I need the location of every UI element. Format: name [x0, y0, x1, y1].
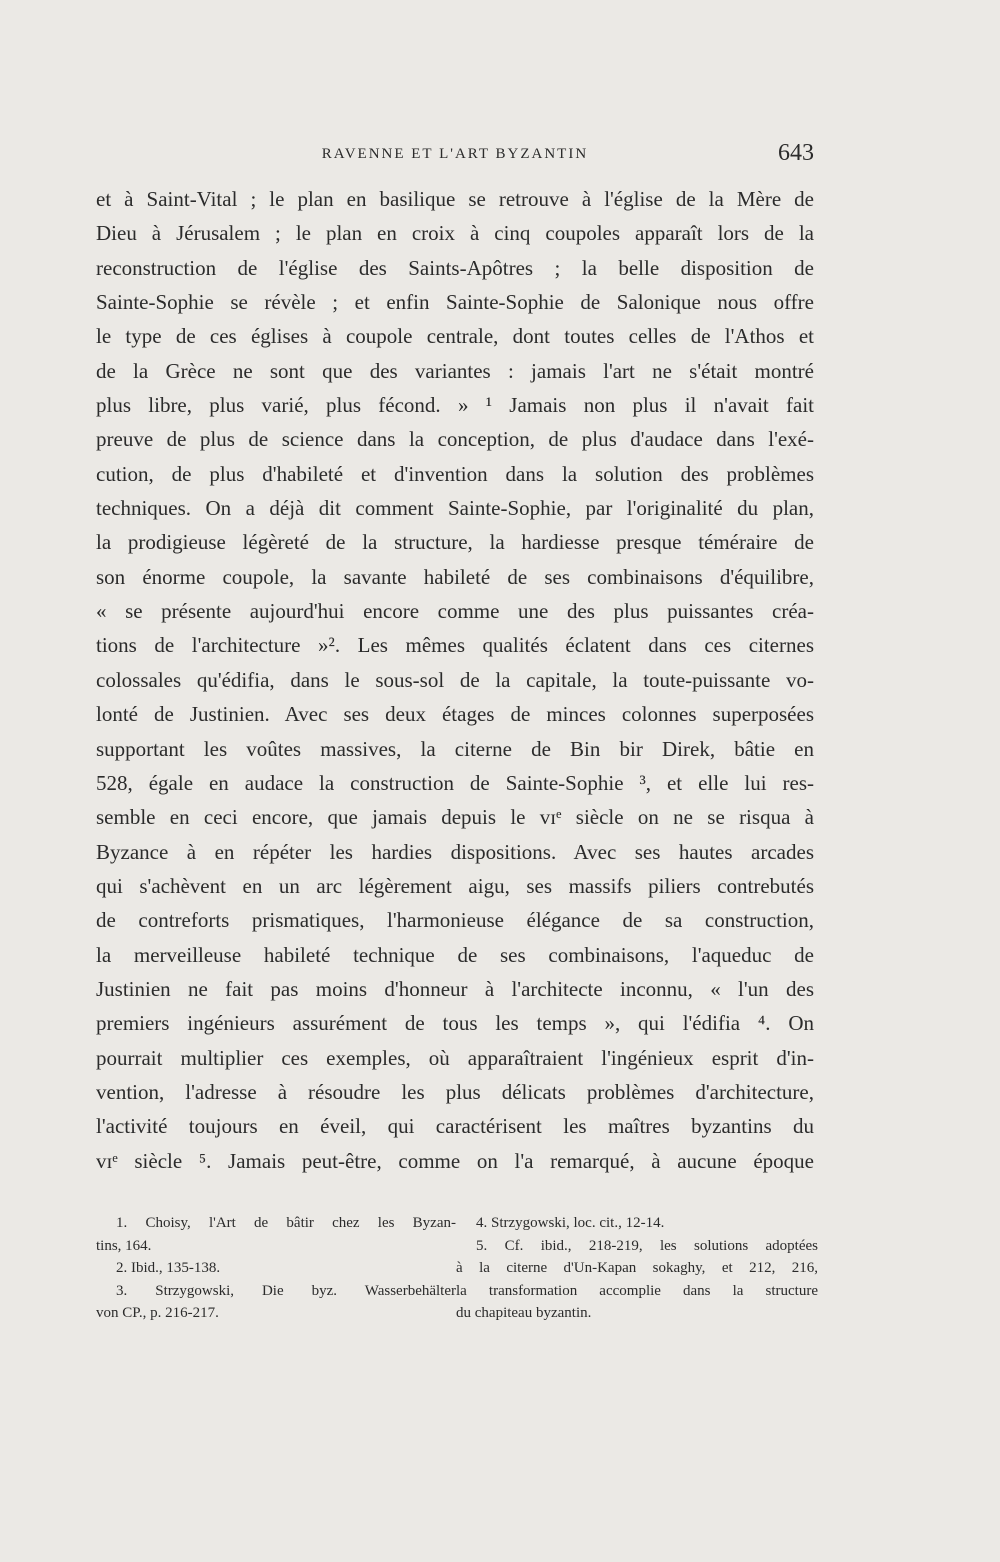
footnote-line: à la citerne d'Un-Kapan sokaghy, et 212, 216, [456, 1260, 818, 1276]
text-line: la merveilleuse habileté technique de ses combinaisons, l'aqueduc de [96, 942, 814, 967]
text-line: tions de l'architecture »². Les mêmes qualités éclatent dans ces citernes [96, 633, 814, 658]
text-line: plus libre, plus varié, plus fécond. » ¹ Jamais non plus il n'avait fait [96, 393, 814, 418]
text-line: Justinien ne fait pas moins d'honneur à l'architecte inconnu, « l'un des [96, 976, 814, 1001]
text-line: pourrait multiplier ces exemples, où apparaîtraient l'ingénieux esprit d'in- [96, 1045, 814, 1070]
footnote-line: von CP., p. 216-217. [96, 1305, 219, 1321]
text-line: le type de ces églises à coupole centrale, dont toutes celles de l'Athos et [96, 324, 814, 349]
text-line: et à Saint-Vital ; le plan en basilique se retrouve à l'église de la Mère de [96, 187, 814, 211]
footnote-line: la transformation accomplie dans la structure [456, 1282, 818, 1299]
running-title: RAVENNE ET L'ART BYZANTIN [321, 146, 589, 162]
text-line: colossales qu'édifia, dans le sous-sol de la capitale, la toute-puissante vo- [96, 667, 814, 692]
text-line: premiers ingénieurs assurément de tous les temps », qui l'édifia ⁴. On [96, 1011, 814, 1036]
footnote-line: tins, 164. [96, 1237, 152, 1254]
text-line: reconstruction de l'église des Saints-Apôtres ; la belle disposition de [96, 255, 814, 280]
text-line: Byzance à en répéter les hardies dispositions. Avec ses hautes arcades [96, 839, 814, 864]
text-line: techniques. On a déjà dit comment Sainte-Sophie, par l'originalité du plan, [96, 496, 814, 521]
footnote-line: du chapiteau byzantin. [456, 1305, 592, 1321]
footnote-line: 5. Cf. ibid., 218-219, les solutions adoptées [476, 1237, 818, 1254]
footnote-line: 3. Strzygowski, Die byz. Wasserbehälter [116, 1282, 456, 1299]
text-line: 528, égale en audace la construction de Sainte-Sophie ³, et elle lui res- [96, 770, 814, 795]
text-line: son énorme coupole, la savante habileté de ses combinaisons d'équilibre, [96, 564, 814, 589]
text-line: de la Grèce ne sont que des variantes : jamais l'art ne s'était montré [96, 358, 814, 383]
text-line: de contreforts prismatiques, l'harmonieuse élégance de sa construction, [96, 908, 814, 933]
running-head [96, 140, 814, 176]
text-line: vention, l'adresse à résoudre les plus délicats problèmes d'architecture, [96, 1079, 814, 1104]
text-line: cution, de plus d'habileté et d'invention dans la solution des problèmes [96, 461, 814, 486]
footnote-line: 2. Ibid., 135-138. [116, 1260, 221, 1276]
footnote-line: 1. Choisy, l'Art de bâtir chez les Byzan- [116, 1215, 456, 1231]
text-line: « se présente aujourd'hui encore comme une des plus puissantes créa- [96, 599, 814, 624]
footnotes-right-column [456, 1212, 818, 1325]
text-line: vɪᵉ siècle ⁵. Jamais peut-être, comme on l'a remarqué, à aucune époque [96, 1148, 814, 1173]
text-line: preuve de plus de science dans la conception, de plus d'audace dans l'exé- [96, 427, 814, 452]
text-line: Sainte-Sophie se révèle ; et enfin Sainte-Sophie de Salonique nous offre [96, 290, 814, 315]
footnote-line: 4. Strzygowski, loc. cit., 12-14. [476, 1215, 665, 1231]
text-line: supportant les voûtes massives, la citerne de Bin bir Direk, bâtie en [96, 736, 814, 761]
text-line: qui s'achèvent en un arc légèrement aigu, ses massifs piliers contrebutés [96, 873, 814, 898]
text-line: l'activité toujours en éveil, qui caractérisent les maîtres byzantins du [96, 1114, 814, 1139]
footnotes-left-column [96, 1212, 456, 1325]
page-number: 643 [778, 140, 814, 166]
body-text [96, 182, 814, 1178]
text-line: la prodigieuse légèreté de la structure, la hardiesse presque téméraire de [96, 530, 814, 555]
text-line: Dieu à Jérusalem ; le plan en croix à cinq coupoles apparaît lors de la [96, 221, 814, 246]
text-line: semble en ceci encore, que jamais depuis le vɪᵉ siècle on ne se risqua à [96, 805, 814, 830]
text-line: lonté de Justinien. Avec ses deux étages de minces colonnes superposées [96, 702, 814, 727]
